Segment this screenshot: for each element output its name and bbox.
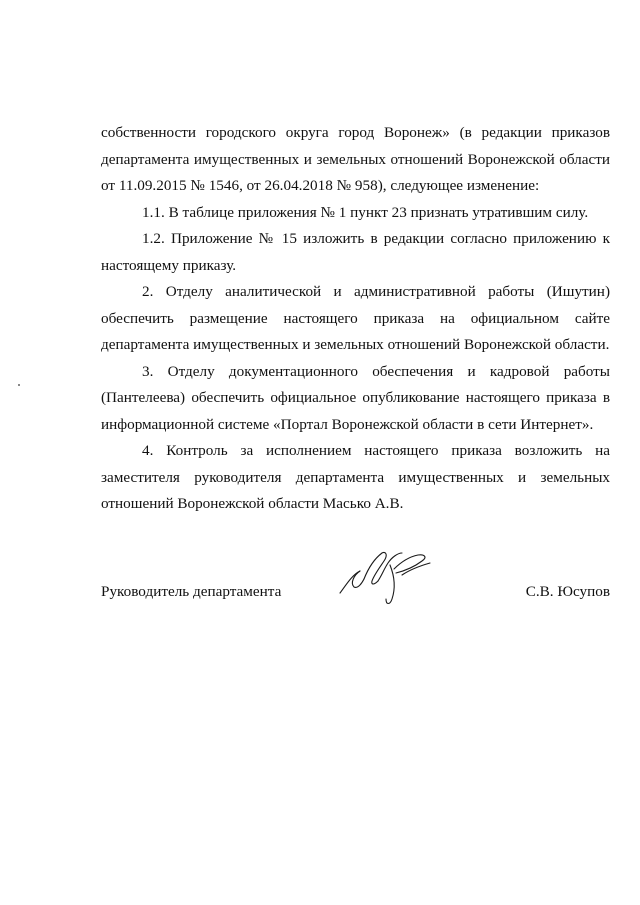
paragraph-4: 4. Контроль за исполнением настоящего приказа возложить на заместителя руководителя департамента имущественных и земельных отношений Воронежской области Масько А.В.	[101, 442, 610, 512]
signatory-name: С.В. Юсупов	[525, 583, 610, 600]
paragraph-1-1: 1.1. В таблице приложения № 1 пункт 23 признать утратившим силу.	[142, 203, 589, 221]
paragraph-1-2: 1.2. Приложение № 15 изложить в редакции согласно приложению к настоящему приказу.	[101, 230, 610, 274]
document-body	[101, 120, 610, 518]
scan-speck	[18, 384, 20, 386]
paragraph-2: 2. Отделу аналитической и административной работы (Ишутин) обеспечить размещение настоящего приказа на официальном сайте департамента имущественных и земельных отношений Воронежской области.	[101, 283, 610, 353]
signatory-position: Руководитель департамента	[101, 583, 282, 600]
paragraph-continuation: собственности городского округа город Воронеж» (в редакции приказов департамента имущественных и земельных отношений Воронежской области от 11.09.2015 № 1546, от 26.04.2018 № 958), следующее изменение:	[101, 124, 610, 194]
handwritten-signature	[338, 545, 434, 607]
paragraph-3: 3. Отделу документационного обеспечения и кадровой работы (Пантелеева) обеспечить официальное опубликование настоящего приказа в информационной системе «Портал Воронежской области в сети Интернет».	[101, 362, 610, 433]
